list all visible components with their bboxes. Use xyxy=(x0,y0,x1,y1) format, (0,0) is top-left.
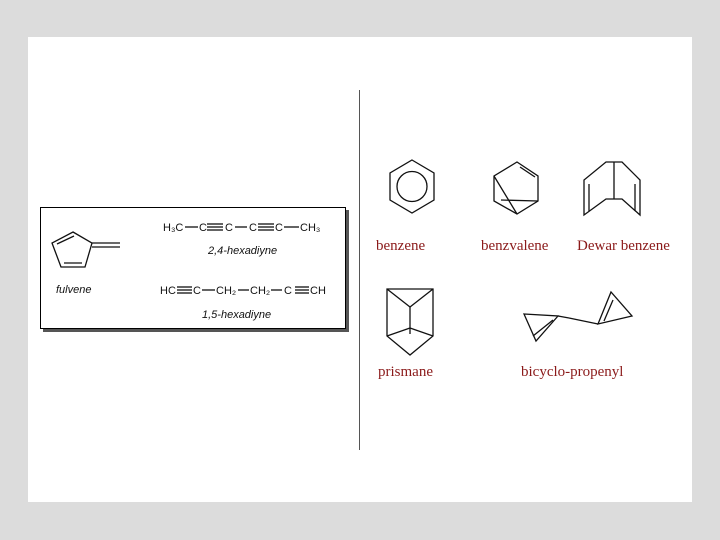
fulvene-structure xyxy=(52,232,120,267)
ch2-atom: CH₂ xyxy=(216,285,237,297)
c-atom: C xyxy=(275,222,283,234)
benzene-structure xyxy=(390,160,434,213)
h3c-atom: H₃C xyxy=(163,222,184,234)
c-atom: C xyxy=(199,222,207,234)
bicyclopropenyl-structure xyxy=(524,292,632,341)
benzvalene-structure xyxy=(494,162,538,214)
prismane-label: prismane xyxy=(378,364,433,380)
prismane-structure xyxy=(387,289,433,355)
c-atom: C xyxy=(284,285,292,297)
hc-atom: HC xyxy=(160,285,176,297)
hexadiyne-15-label: 1,5-hexadiyne xyxy=(202,309,272,321)
bicyclopropenyl-label: bicyclo-propenyl xyxy=(521,364,624,380)
fulvene-label: fulvene xyxy=(56,284,92,296)
benzvalene-label: benzvalene xyxy=(481,238,549,254)
ch3-atom: CH₃ xyxy=(300,222,321,234)
ch2-atom: CH₂ xyxy=(250,285,271,297)
hexadiyne-24-label: 2,4-hexadiyne xyxy=(208,245,278,257)
c-atom: C xyxy=(193,285,201,297)
dewar-benzene-structure xyxy=(584,162,640,215)
c-atom: C xyxy=(249,222,257,234)
c-atom: C xyxy=(225,222,233,234)
dewar-benzene-label: Dewar benzene xyxy=(577,238,670,254)
benzene-label: benzene xyxy=(376,238,426,254)
ch-atom: CH xyxy=(310,285,326,297)
